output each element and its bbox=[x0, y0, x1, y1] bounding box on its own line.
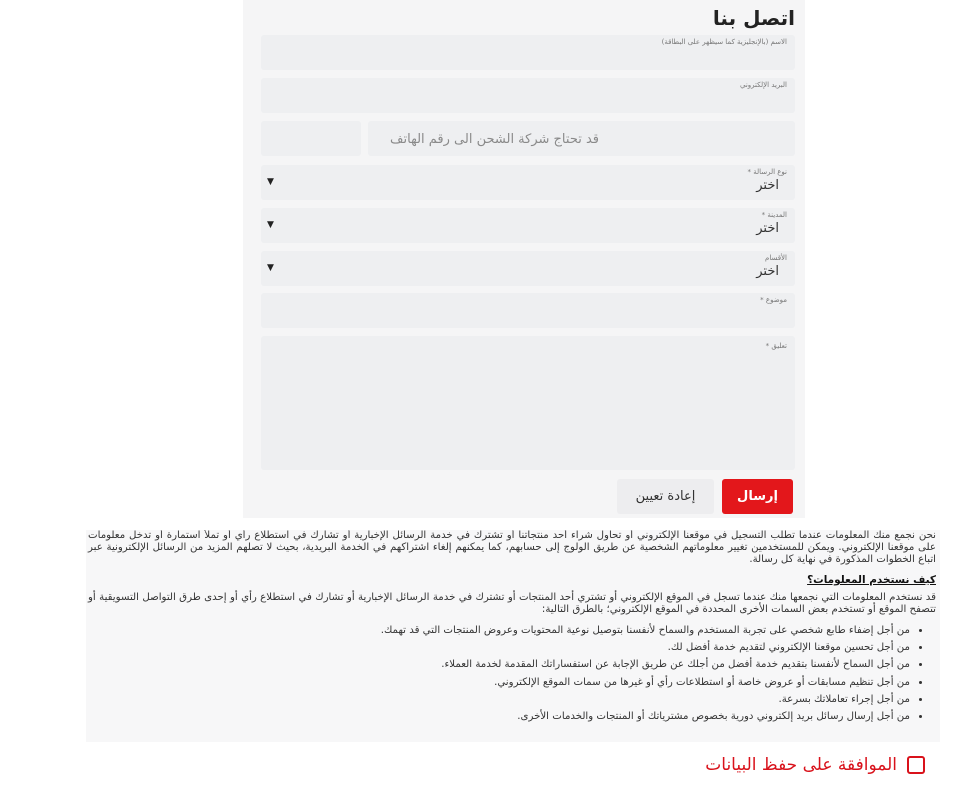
policy-usage-list bbox=[88, 622, 936, 725]
departments-select[interactable] bbox=[261, 251, 795, 286]
subject-field[interactable] bbox=[261, 293, 795, 328]
name-field-label: الاسم (بالإنجليزية كما سيظهر على البطاقة) bbox=[661, 38, 787, 46]
list-item: • من أجل إضفاء طابع شخصي على تجربة المستخدم والسماح لأنفسنا بتوصيل نوعية المحتويات وعروض المنتجات التي قد تهمك. bbox=[88, 622, 910, 639]
phone-field-placeholder: قد تحتاج شركة الشحن الى رقم الهاتف bbox=[390, 132, 599, 147]
city-label: المدينة * bbox=[761, 211, 787, 219]
reset-button[interactable]: إعادة تعيين bbox=[617, 479, 714, 514]
caret-down-icon: ▼ bbox=[267, 263, 274, 273]
email-field[interactable] bbox=[261, 78, 795, 113]
comment-field-label: تعليق * bbox=[765, 342, 787, 350]
departments-label: الأقسام bbox=[765, 254, 787, 262]
phone-field[interactable] bbox=[368, 121, 795, 156]
city-value: اختر bbox=[756, 221, 779, 236]
subject-field-label: موضوع * bbox=[760, 296, 787, 304]
policy-usage-intro: قد نستخدم المعلومات التي نجمعها منك عندما تسجل في الموقع الإلكتروني أو تشتري أحد المنتجات أو تشترك في خدمة الرسائل الإخبارية أو تشارك في استطلاع رأي أو إحدى طرق التواصل التسويقية أو تتصفح الموقع أو تستخدم بعض السمات الأخرى المحددة في الموقع الإلكتروني؛ بالطرق التالية: bbox=[88, 592, 936, 615]
checkbox-icon[interactable] bbox=[907, 756, 925, 774]
list-item: • من أجل تحسين موقعنا الإلكتروني لتقديم خدمة أفضل لك. bbox=[88, 639, 910, 656]
phone-code-field[interactable] bbox=[261, 121, 361, 156]
email-field-label: البريد الإلكتروني bbox=[740, 81, 787, 89]
consent-label: الموافقة على حفظ البيانات bbox=[705, 755, 897, 775]
caret-down-icon: ▼ bbox=[267, 177, 274, 187]
consent-checkbox-row[interactable] bbox=[705, 753, 925, 777]
comment-textarea[interactable] bbox=[261, 336, 795, 470]
message-type-label: نوع الرسالة * bbox=[747, 168, 787, 176]
name-field[interactable] bbox=[261, 35, 795, 70]
list-item: • من أجل تنظيم مسابقات أو عروض خاصة أو استطلاعات رأي أو غيرها من سمات الموقع الإلكتروني. bbox=[88, 674, 910, 691]
policy-intro: نحن نجمع منك المعلومات عندما تطلب التسجيل في موقعنا الإلكتروني أو تحاول شراء أحد منتجاتنا أو تشترك في خدمة الرسائل الإخبارية أو تشارك في استطلاع رأي أو تملأ استمارة أو تدخل معلومات على موقعنا الإلكتروني. ويمكن للمستخدمين تغيير معلوماتهم الشخصية عن طريق الولوج إلى حسابهم، كما يمكنهم إلغاء اشتراكهم في الخدمة البريدية، بحيث لا تصلهم المزيد من الرسائل الإلكترونية عبر اتباع الخطوات المذكورة في نهاية كل رسالة. bbox=[88, 530, 936, 565]
page-title: اتصل بنا bbox=[712, 6, 795, 30]
submit-button[interactable]: إرسال bbox=[722, 479, 793, 514]
departments-value: اختر bbox=[756, 264, 779, 279]
list-item: • من أجل إجراء تعاملاتك بسرعة. bbox=[88, 691, 910, 708]
caret-down-icon: ▼ bbox=[267, 220, 274, 230]
message-type-value: اختر bbox=[756, 178, 779, 193]
list-item: • من أجل السماح لأنفسنا بتقديم خدمة أفضل من أجلك عن طريق الإجابة عن استفساراتك المقدمة لخدمة العملاء. bbox=[88, 656, 910, 673]
city-select[interactable] bbox=[261, 208, 795, 243]
privacy-policy-section bbox=[86, 530, 940, 742]
list-item: • من أجل إرسال رسائل بريد إلكتروني دورية بخصوص مشترياتك أو المنتجات والخدمات الأخرى. bbox=[88, 708, 910, 725]
message-type-select[interactable] bbox=[261, 165, 795, 200]
policy-heading: كيف نستخدم المعلومات؟ bbox=[807, 574, 936, 586]
